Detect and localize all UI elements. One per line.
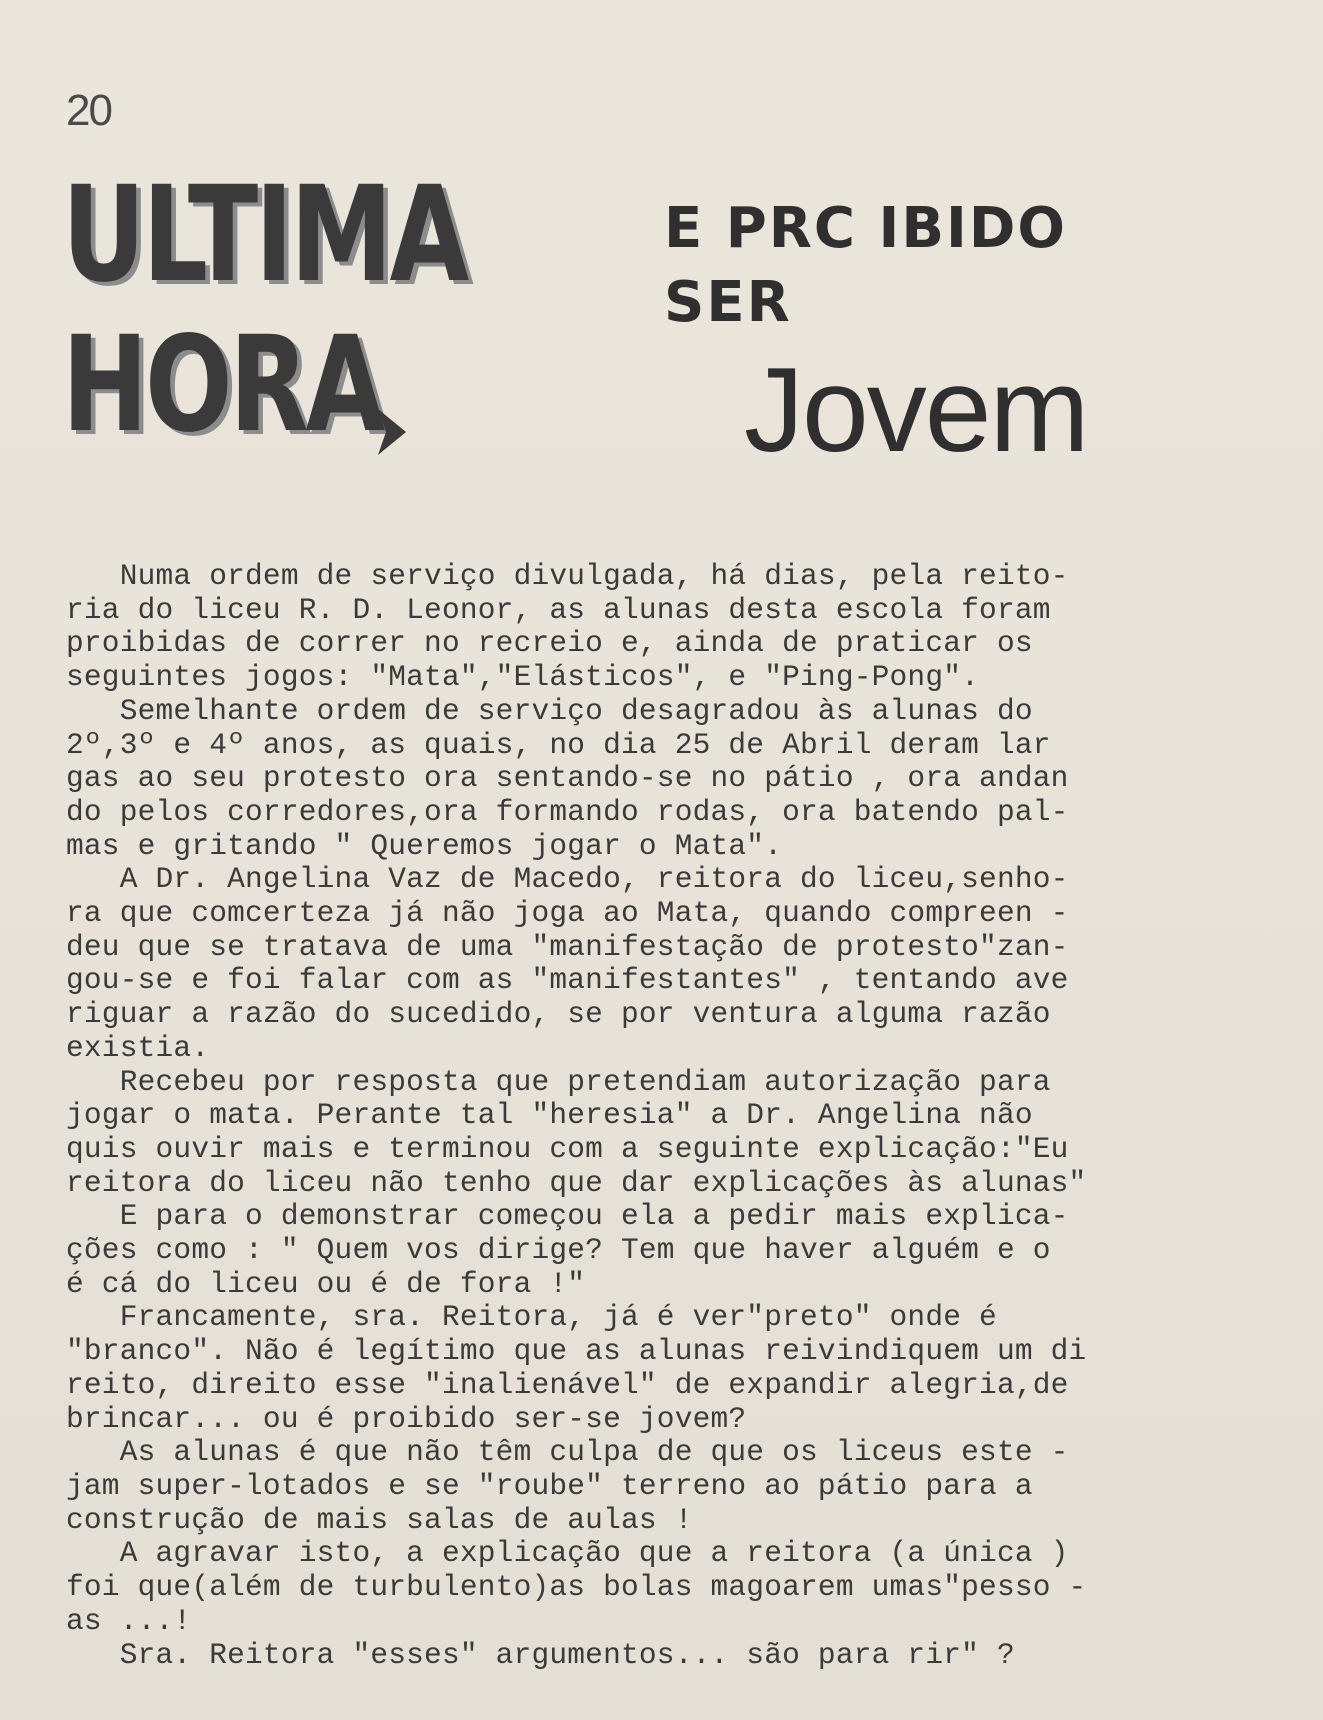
article-line: ra que comcerteza já não joga ao Mata, quando compreen - — [66, 896, 1069, 931]
article-line: as ...! — [66, 1603, 192, 1638]
article-line: ções como : " Quem vos dirige? Tem que haver alguém e o — [66, 1233, 1051, 1268]
article-line: gas ao seu protesto ora sentando-se no pátio , ora andan — [66, 761, 1069, 796]
article-line: seguintes jogos: "Mata","Elásticos", e "Ping-Pong". — [66, 660, 980, 695]
article-line: Recebeu por resposta que pretendiam autorização para — [66, 1064, 1051, 1099]
article-line: mas e gritando " Queremos jogar o Mata". — [66, 828, 783, 863]
article-line: As alunas é que não têm culpa de que os liceus este - — [66, 1435, 1069, 1470]
page-number: 20 — [66, 86, 111, 135]
article-line: jam super-lotados e se "roube" terreno ao pátio para a — [66, 1468, 1033, 1503]
article-line: E para o demonstrar começou ela a pedir mais explica- — [66, 1199, 1069, 1234]
ultima-word: ULTIMA — [62, 158, 467, 312]
article-line: é cá do liceu ou é de fora !" — [66, 1266, 586, 1301]
article-line: do pelos corredores,ora formando rodas, ora batendo pal- — [66, 794, 1069, 829]
hora-word: HORA — [62, 308, 383, 462]
article-line: Francamente, sra. Reitora, já é ver"preto" onde é — [66, 1300, 997, 1335]
article-line: A agravar isto, a explicação que a reitora (a única ) — [66, 1536, 1069, 1571]
article-line: riguar a razão do sucedido, se por ventura alguma razão — [66, 997, 1051, 1032]
article-line: brincar... ou é proibido ser-se jovem? — [66, 1401, 747, 1436]
headline-line-1: E PRC IBIDO — [664, 196, 1067, 261]
article-line: "branco". Não é legítimo que as alunas reivindiquem um di — [66, 1334, 1087, 1369]
article-line: quis ouvir mais e terminou com a seguinte explicação:"Eu — [66, 1131, 1069, 1166]
arrow-right-icon — [374, 405, 410, 459]
article-line: proibidas de correr no recreio e, ainda de praticar os — [66, 626, 1033, 661]
article-line: foi que(além de turbulento)as bolas magoarem umas"pesso - — [66, 1570, 1087, 1605]
article-line: existia. — [66, 1030, 210, 1065]
article-line: Numa ordem de serviço divulgada, há dias, pela reito- — [66, 559, 1069, 593]
article-line: construção de mais salas de aulas ! — [66, 1502, 693, 1537]
headline-line-2: SER — [664, 270, 792, 335]
article-line: 2º,3º e 4º anos, as quais, no dia 25 de Abril deram lar — [66, 727, 1051, 762]
article-line: Semelhante ordem de serviço desagradou às alunas do — [66, 693, 1033, 728]
article-line: jogar o mata. Perante tal "heresia" a Dr. Angelina não — [66, 1098, 1033, 1133]
headline-jovem: Jovem — [744, 343, 1088, 477]
article-line: A Dr. Angelina Vaz de Macedo, reitora do liceu,senho- — [66, 862, 1069, 897]
article-line: Sra. Reitora "esses" argumentos... são para rir" ? — [66, 1637, 1015, 1672]
article-line: reito, direito esse "inalienável" de expandir alegria,de — [66, 1367, 1069, 1402]
article-line: gou-se e foi falar com as "manifestantes" , tentando ave — [66, 963, 1069, 998]
article-line: reitora do liceu não tenho que dar explicações às alunas" — [66, 1165, 1087, 1200]
article-line: deu que se tratava de uma "manifestação de protesto"zan- — [66, 929, 1069, 964]
headline-top — [664, 192, 1067, 340]
article-line: ria do liceu R. D. Leonor, as alunas desta escola foram — [66, 592, 1051, 627]
ultima-hora-logo — [62, 158, 467, 462]
article-body — [66, 560, 1216, 1672]
